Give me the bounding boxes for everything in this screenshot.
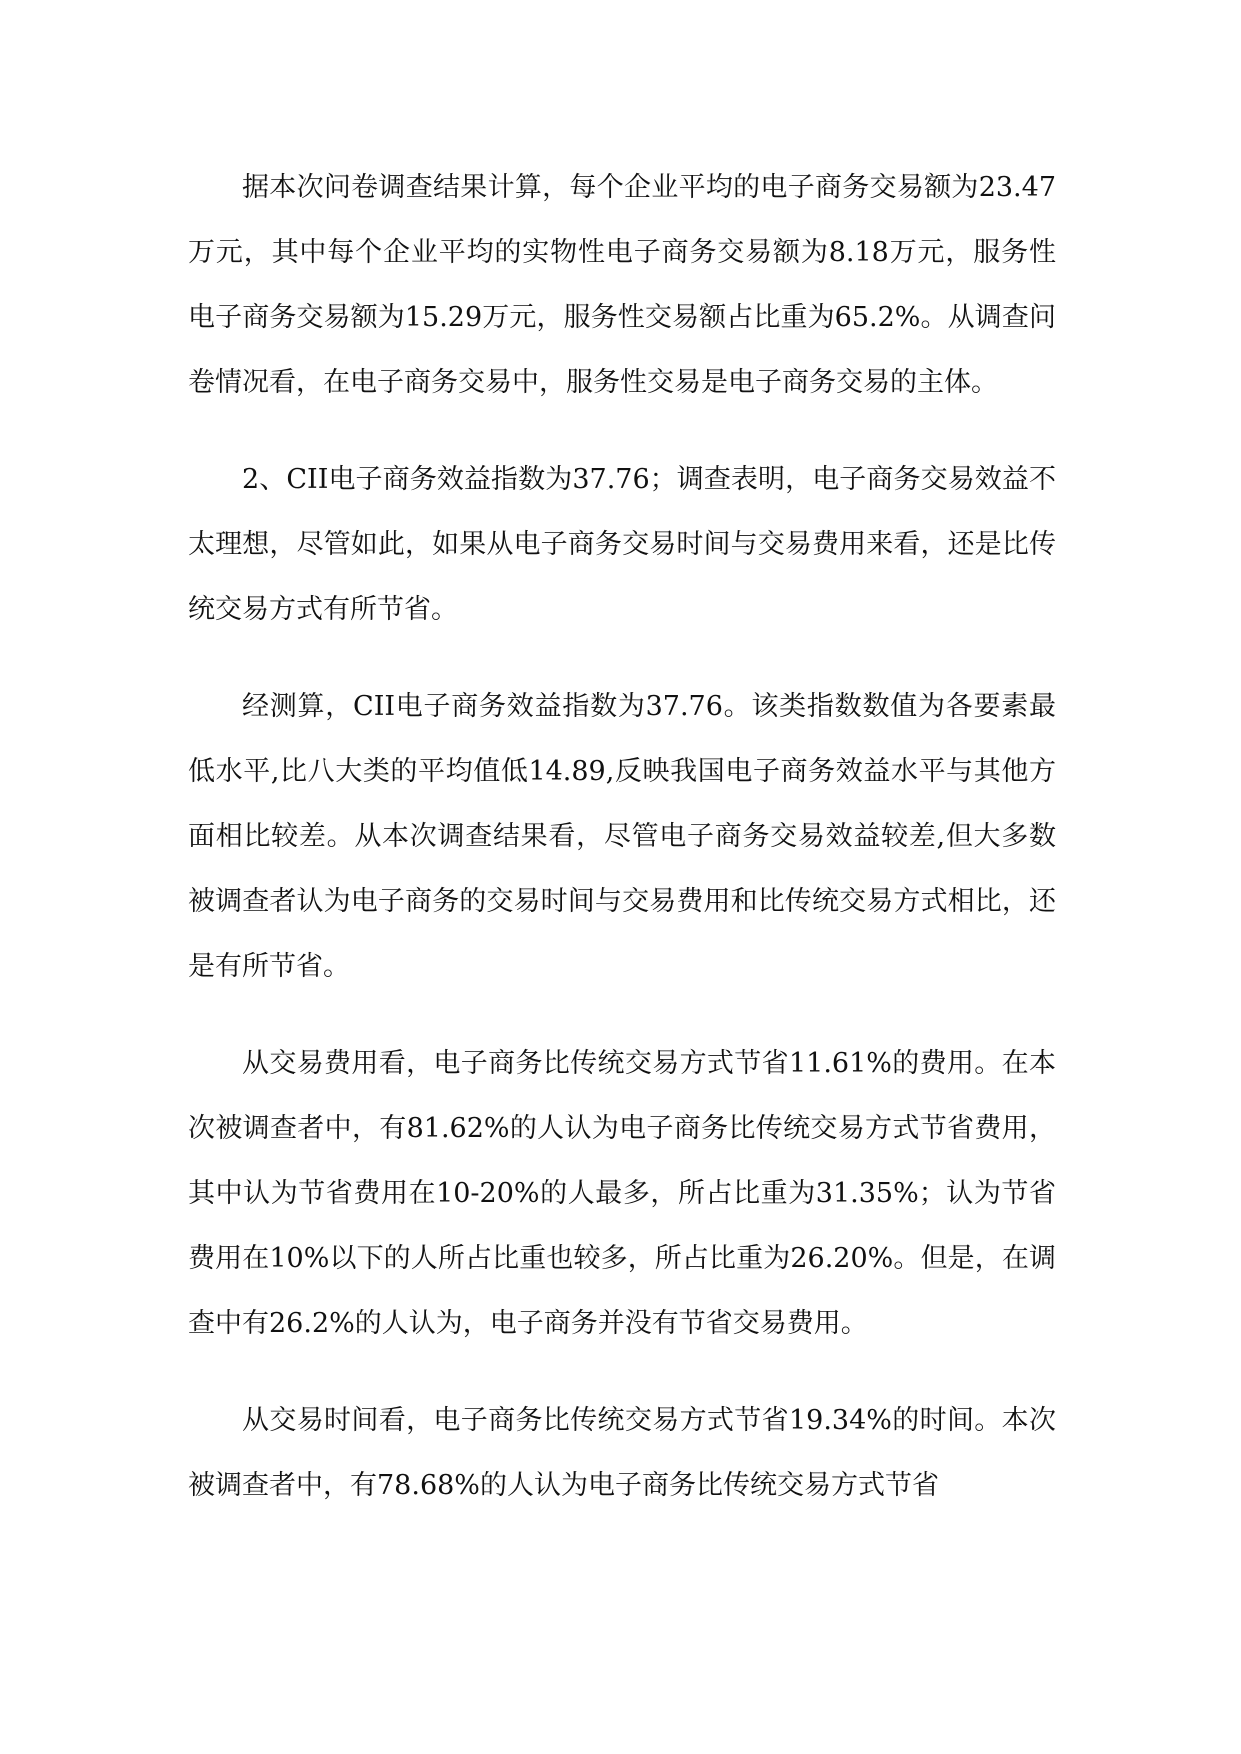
paragraph-transaction-time: 从交易时间看，电子商务比传统交易方式节省19.34%的时间。本次被调查者中，有78.68%的人认为电子商务比传统交易方式节省 — [188, 1405, 1056, 1501]
paragraph-transaction-cost: 从交易费用看，电子商务比传统交易方式节省11.61%的费用。在本次被调查者中，有81.62%的人认为电子商务比传统交易方式节省费用，其中认为节省费用在10-20%的人最多，所占比重为31.35%；认为节省费用在10%以下的人所占比重也较多，所占比重为26.20%。但是，在调查中有26.2%的人认为，电子商务并没有节省交易费用。 — [188, 1048, 1056, 1339]
paragraph-benefit-index-detail: 经测算，CII电子商务效益指数为37.76。该类指数数值为各要素最低水平,比八大类的平均值低14.89,反映我国电子商务效益水平与其他方面相比较差。从本次调查结果看，尽管电子商务交易效益较差,但大多数被调查者认为电子商务的交易时间与交易费用和比传统交易方式相比，还是有所节省。 — [188, 691, 1056, 982]
document-body — [188, 155, 1056, 1518]
paragraph-benefit-index-summary: 2、CII电子商务效益指数为37.76；调查表明，电子商务交易效益不太理想，尽管如此，如果从电子商务交易时间与交易费用来看，还是比传统交易方式有所节省。 — [188, 464, 1056, 625]
paragraph-average-transaction: 据本次问卷调查结果计算，每个企业平均的电子商务交易额为23.47万元，其中每个企业平均的实物性电子商务交易额为8.18万元，服务性电子商务交易额为15.29万元，服务性交易额占比重为65.2%。从调查问卷情况看，在电子商务交易中，服务性交易是电子商务交易的主体。 — [188, 172, 1056, 398]
